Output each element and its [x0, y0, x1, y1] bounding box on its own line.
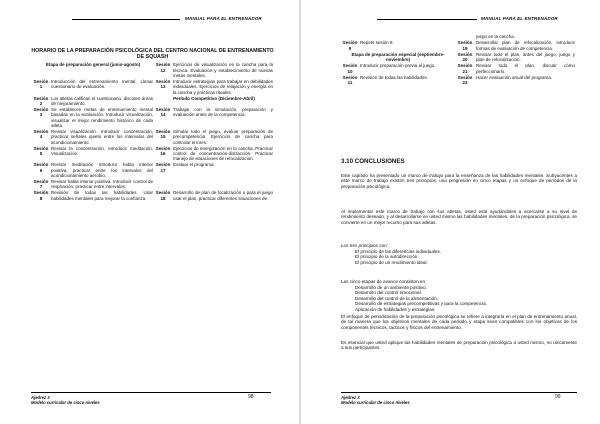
paragraph-1: Este capítulo ha presentado un marco de trabajo para la enseñanza de las habilidades mentales. Subyacentes a este marco de trabajo existen tres principios, una progresión en cinco etapas y un enfoque de períodos de la preparación psicológica. [341, 173, 577, 189]
header-rule [377, 19, 477, 20]
stages-intro: Las cinco etapas de avance consisten en: [341, 279, 427, 284]
section-title: 3.10 CONCLUSIONES [341, 158, 405, 165]
list-item: El principio de las diferencias individuales. [355, 249, 442, 254]
session-a-cell: Sesión 11 [342, 74, 358, 85]
footer-line2: Modelo curricular de cinco niveles [341, 400, 410, 406]
session-b-cell: Sesión 14 [155, 107, 171, 118]
table-row [32, 145, 274, 162]
text-a-cell: Introducir preparación previa al juego. [360, 63, 436, 69]
session-a-cell: Sesión 5 [33, 145, 49, 157]
session-a-cell: Sesión 8 [33, 190, 49, 201]
principles-intro [341, 243, 388, 248]
session-a-cell: Sesión 1 [33, 79, 49, 90]
left-page [0, 0, 299, 424]
session-b-cell: Sesión 13 [155, 79, 171, 90]
session-b-cell: Sesión 21 [457, 63, 473, 74]
header-title: MANUAL PARA EL ENTRENADOR [185, 15, 262, 21]
session-a-cell: Sesión 10 [342, 63, 358, 74]
text-b-cell: Hacer evaluación anual del programa. [476, 74, 553, 80]
principles-list [355, 249, 441, 265]
text-a-cell: Revisar habla interior positiva. Introducir control de respiración, practicar entre intervalos. [51, 179, 154, 190]
schedule-table [32, 62, 274, 201]
table-row [32, 79, 274, 96]
table-row [341, 51, 576, 62]
text-a-cell: Introducción del entrenamiento mental. Llenar cuestionario de evaluación. [51, 79, 154, 90]
table-row [341, 74, 576, 85]
text-a-cell: Repetir sesión 8. [360, 40, 394, 46]
table-row [32, 107, 274, 129]
list-item: El principio de un rendimiento ideal. [355, 259, 428, 265]
list-item: Desarrollo del control de la alimentación. [355, 295, 438, 301]
page-number: 99 [555, 394, 561, 400]
list-item: Desarrollo de estrategias precompetitivas y para la competencia. [355, 301, 488, 307]
session-b-cell: Sesión 18 [155, 190, 171, 201]
table-row [32, 179, 274, 190]
page-number: 98 [248, 394, 254, 400]
paragraph-2: Al implementar este marco de trabajo con sus atletas, usted está ayudándoles a acercarse a su nivel de rendimiento deseado, y al desarrollarse en usted mismo las habilidades mentales, de la preparación psicológica, se convierte en un mejor recurso para sus atletas. [341, 209, 577, 225]
text-b-cell: Revisar todo el plan, antes del juego, juego y plan de refocalización. [476, 51, 575, 63]
table-row [32, 62, 274, 79]
session-a-cell: Sesión 3 [33, 107, 49, 118]
text-b-cell: juego en la cancha. [476, 34, 516, 40]
list-item: Desarrollo del control emocional. [355, 290, 422, 296]
session-b-cell: Sesión 12 [155, 62, 171, 73]
text-a-cell: Revisión de todas las habilidades. Usar habilidades mentales para mejorar la confianza. [51, 190, 154, 201]
footer-line2: Modelo curricular de cinco niveles [31, 400, 100, 406]
table-row [32, 129, 274, 146]
text-b-cell: Ejercicios de energización en la cancha. Practicar control de concentración-distracción. Practicar manejo de situaciones de refocalización. [173, 145, 274, 162]
text-b-cell: Desarrollar plan de refocalización, introducir formas de evaluación de competencia. [476, 40, 575, 51]
session-b-cell [154, 179, 172, 190]
text-b-cell [172, 179, 274, 190]
footer-rule [31, 392, 271, 393]
text-b-cell: Período Competitivo (Diciembre-Abril) [173, 95, 255, 101]
footer-line1: Ajedrez 3 [31, 395, 50, 400]
footer-book [341, 395, 410, 405]
session-b-cell: Sesión 20 [457, 51, 473, 63]
session-a-cell: Sesión 4 [33, 129, 49, 140]
session-a-cell: Sesión 7 [33, 179, 49, 190]
header-rule [72, 19, 180, 20]
principles-intro-text: Los tres principios son: [341, 243, 388, 248]
footer-rule [341, 392, 577, 393]
paragraph-4: Es esencial que usted aplique las habilidades mentales de preparación psicológica a usted mismo, no únicamente a sus participantes. [341, 340, 577, 351]
table-row [32, 190, 274, 201]
schedule-body [341, 34, 576, 86]
text-a-cell: Revisar visualización. Introducir concentración, practicar señales quieto entre los intervalos del acondicionamiento. [51, 129, 154, 145]
text-b-cell: Introducir estrategias para trabajar en debilidades individuales. Ejercicios de relajación y energía en la cancha y prácticas rituales. [173, 79, 274, 95]
text-b-cell: Desarrollo de plan de focalización o para el juego usar el plan, practicar diferentes situaciones de [173, 190, 274, 201]
list-item: Desarrollo de un ambiente positivo. [355, 285, 428, 290]
footer-book [31, 395, 100, 405]
text-a-cell: Revisar la concentración. Introducir meditación. Visualización. [51, 145, 154, 157]
session-b-cell: Sesión 15 [155, 129, 171, 140]
right-page [301, 0, 600, 424]
table-row [341, 40, 576, 51]
session-b-cell: Sesión 17 [155, 162, 171, 173]
session-b-cell: Sesión 16 [155, 145, 171, 157]
header-title: MANUAL PARA EL ENTRENADOR [481, 15, 558, 21]
table-row [32, 162, 274, 179]
list-item: Aplicación de habilidades y estrategias. [355, 306, 436, 312]
text-b-cell: Revisar todo el plan, discutir cómo perfeccionarlo. [476, 63, 575, 74]
schedule-table-continued [341, 34, 576, 86]
text-b-cell: Trabajar con la simulación, preparación y evaluación antes de la competencia. [173, 107, 274, 118]
session-a-cell: Sesión 9 [342, 40, 358, 51]
text-a-cell: Se establecen metas de entrenamiento mental basadas en la evaluación. Introducir visualización, visualizar el mejor rendimiento histórico de cada atleta. [51, 107, 154, 128]
session-a-cell: Sesión 2 [33, 95, 49, 107]
emphasis: marco de trabajo [407, 173, 444, 178]
table-row [341, 63, 576, 74]
session-b-cell: Sesión 19 [457, 40, 473, 51]
text-a-cell: Revisar meditación Introducir habla interior positiva, practicar entre los intervalos del acondicionamiento aerobio. [51, 162, 154, 179]
text-b-cell: Simular todo el juego, evaluar preparación de precompetencia. Ejercicios de cancha para controlar errores. [173, 129, 274, 145]
text-a-cell: Revisión de todas las habilidades. [360, 74, 429, 80]
text-a-cell: Los atletas califican el cuestionario, discuten áreas de mejoramiento. [51, 95, 154, 107]
list-item: El principio de la autodirección. [355, 254, 419, 260]
paragraph-3: El enfoque de periodización de la preparación psicológica se refiere a integrarla en el plan de entrenamiento anual, de tal manera que los objetivos mentales de cada período y etapa sean compatibles con los objetivos de los componentes técnicos, tácticos y físicos del entrenamiento. [341, 314, 577, 330]
footer-line1: Ajedrez 3 [341, 395, 360, 400]
session-b-cell: Sesión 22 [457, 74, 473, 85]
text-a-cell: Etapa de preparación especial (septiembre-noviembre) [351, 51, 445, 63]
text-b-cell: Evaluar el programa. [173, 162, 215, 168]
table-title: HORARIO DE LA PREPARACIÓN PSICOLÓGICA DEL CENTRO NACIONAL DE ENTRENAMIENTO DE SQUASH [31, 48, 274, 61]
schedule-body [32, 62, 274, 201]
session-a-cell: Sesión 6 [33, 162, 49, 173]
text-b-cell: Ejercicios de visualización en la cancha para la técnica. Evaluación y establecimiento de nuevas metas mentales. [173, 62, 274, 78]
stages-list [355, 285, 487, 312]
text-a-cell: Etapa de preparación general (junio-agosto) [45, 62, 141, 68]
table-row [32, 95, 274, 106]
